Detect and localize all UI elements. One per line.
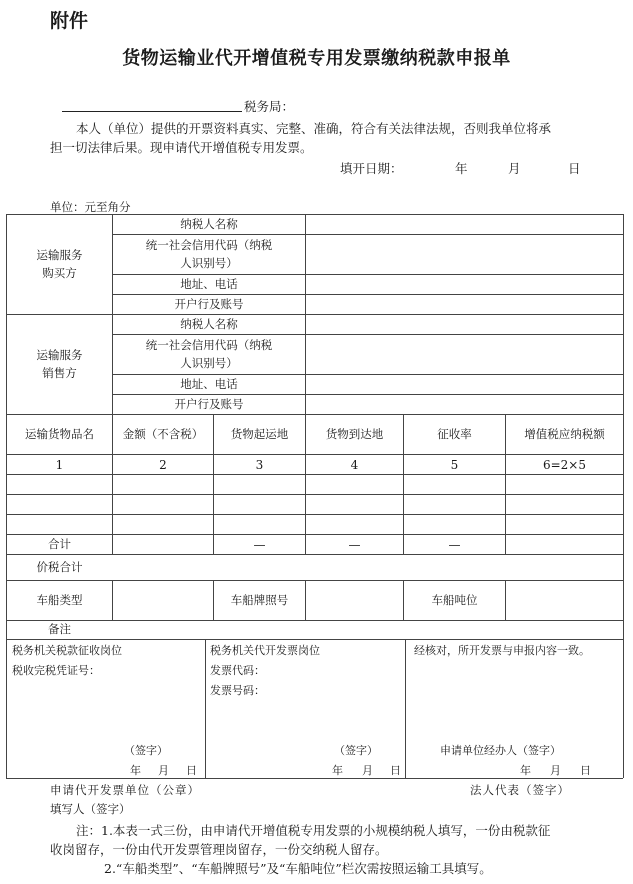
col1-month: 月 (158, 764, 169, 777)
header-rate: 征收率 (437, 426, 472, 441)
col-number-3: 3 (255, 457, 264, 472)
grid-line (205, 639, 206, 778)
buyer-credit-code-text: 统一社会信用代码（纳税人识别号） (145, 238, 273, 270)
grid-line (505, 580, 506, 620)
col2-invoice-number: 发票号码： (210, 684, 265, 697)
buyer-field-bank: 开户行及账号 (174, 296, 244, 311)
col1-title: 税务机关税款征收岗位 (12, 644, 122, 657)
header-vat: 增值税应纳税额 (524, 426, 605, 441)
grid-line (405, 639, 406, 778)
buyer-section-text: 运输服务购买方 (36, 248, 83, 280)
col1-receipt-number: 税收完税凭证号： (12, 664, 100, 677)
fill-date-month: 月 (508, 161, 521, 176)
col2-day: 日 (390, 764, 401, 777)
col-number-6: 6=2×5 (542, 457, 586, 472)
vehicle-tonnage-label: 车船吨位 (431, 592, 478, 607)
col3-title: 经核对，所开发票与申报内容一致。 (414, 644, 590, 657)
col-number-1: 1 (55, 457, 64, 472)
tax-bureau-blank (62, 111, 242, 112)
attachment-label: 附件 (50, 10, 89, 32)
seller-section-text: 运输服务销售方 (36, 348, 83, 380)
col2-invoice-code: 发票代码： (210, 664, 265, 677)
grid-line (6, 639, 623, 640)
footer-legal-rep: 法人代表（签字） (470, 783, 570, 797)
seller-field-bank: 开户行及账号 (174, 396, 244, 411)
col2-year: 年 (332, 764, 343, 777)
grid-line (6, 474, 623, 475)
grid-line (6, 778, 623, 779)
note-1-line-a: 注：1.本表一式三份，由申请代开增值税专用发票的小规模纳税人填写，一份由税款征 (76, 823, 551, 838)
seller-credit-code-text: 统一社会信用代码（纳税人识别号） (145, 338, 273, 370)
buyer-section-label (7, 215, 112, 314)
col-number-2: 2 (159, 457, 167, 472)
col3-applicant-agent: 申请单位经办人（签字） (440, 744, 561, 757)
fill-date-day: 日 (568, 161, 581, 176)
col2-sign: （签字） (334, 744, 378, 757)
grid-line (6, 514, 623, 515)
col1-year: 年 (130, 764, 141, 777)
seller-field-address: 地址、电话 (180, 376, 238, 391)
buyer-field-name: 纳税人名称 (180, 216, 238, 231)
buyer-field-address: 地址、电话 (180, 276, 238, 291)
form-title: 货物运输业代开增值税专用发票缴纳税款申报单 (122, 48, 511, 69)
note-1-line-b: 收岗留存，一份由代开发票管理岗留存，一份交纳税人留存。 (50, 842, 388, 857)
grid-line (623, 214, 624, 778)
col2-month: 月 (362, 764, 373, 777)
header-amount: 金额（不含税） (122, 426, 204, 441)
seller-section-label (7, 315, 112, 414)
declaration-line-1: 本人（单位）提供的开票资料真实、完整、准确，符合有关法律法规，否则我单位将承 (76, 121, 552, 136)
col1-sign: （签字） (124, 744, 168, 757)
grid-line (305, 580, 306, 620)
grid-line (112, 580, 113, 620)
fill-date-label: 填开日期： (340, 161, 403, 176)
total-dash-origin: — (253, 537, 266, 552)
col1-day: 日 (186, 764, 197, 777)
note-2: 2.“车船类型”、“车船牌照号”及“车船吨位”栏次需按照运输工具填写。 (104, 861, 492, 876)
vehicle-type-label: 车船类型 (36, 592, 83, 607)
col-number-4: 4 (350, 457, 359, 472)
remarks-label: 备注 (48, 622, 71, 637)
vehicle-plate-label: 车船牌照号 (230, 592, 289, 607)
declaration-line-2: 担一切法律后果。现申请代开增值税专用发票。 (50, 140, 313, 155)
total-label: 合计 (48, 536, 71, 551)
grid-line (305, 214, 306, 414)
unit-label: 单位：元至角分 (50, 200, 131, 214)
header-destination: 货物到达地 (325, 426, 384, 441)
seller-field-name: 纳税人名称 (180, 316, 238, 331)
footer-applicant-unit: 申请代开发票单位（公章） (50, 783, 200, 797)
tax-bureau-suffix: 税务局： (244, 99, 295, 114)
grid-line (6, 494, 623, 495)
col2-title: 税务机关代开发票岗位 (210, 644, 320, 657)
fill-date-year: 年 (455, 161, 468, 176)
col3-year: 年 (520, 764, 531, 777)
header-goods-name: 运输货物品名 (25, 426, 94, 441)
col-number-5: 5 (450, 457, 459, 472)
seller-field-credit-code (113, 335, 305, 374)
col3-month: 月 (550, 764, 561, 777)
total-dash-destination: — (348, 537, 361, 552)
col3-day: 日 (580, 764, 591, 777)
header-origin: 货物起运地 (230, 426, 289, 441)
buyer-field-credit-code (113, 235, 305, 274)
footer-filler: 填写人（签字） (50, 802, 131, 816)
price-tax-total-label: 价税合计 (36, 559, 83, 574)
total-dash-rate: — (448, 537, 461, 552)
